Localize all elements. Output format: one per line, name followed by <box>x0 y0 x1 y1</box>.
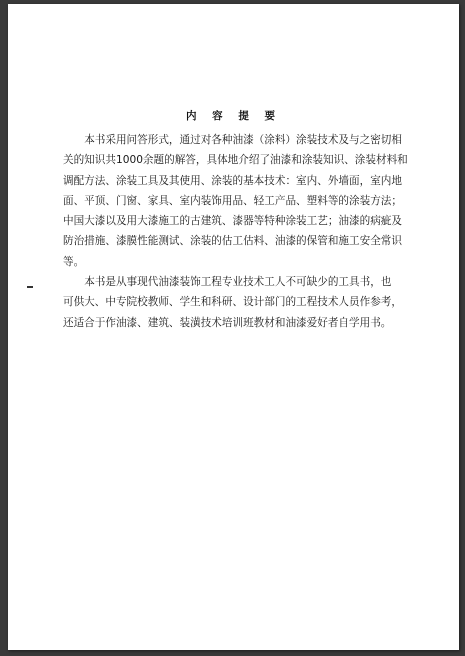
document-page <box>8 4 459 650</box>
page-title: 内 容 提 要 <box>186 110 281 122</box>
paragraph-2: 本书是从事现代油漆装饰工程专业技术工人不可缺少的工具书，也 可供大、中专院校教师、学生和科研、设计部门的工程技术人员作参考， 还适合于作油漆、建筑、装潢技术培训班教材和油漆爱好者自学用书。 <box>63 276 402 329</box>
summary-body <box>63 130 423 333</box>
margin-mark <box>27 286 33 288</box>
paragraph-1: 本书采用问答形式，通过对各种油漆（涂料）涂装技术及与之密切相 关的知识共1000余题的解答，具体地介绍了油漆和涂装知识、涂装材料和 调配方法、涂装工具及其使用、涂装的基本技术：室内、外墙面，室内地 面、平顶、门窗、家具、室内装饰用品、轻工产品、塑料等的涂装方法； 中国大漆以及用大漆施工的古建筑、漆器等特种涂装工艺；油漆的病疵及 防治措施、漆膜性能测试、涂装的估工估料、油漆的保管和施工安全常识 等。 <box>63 134 408 268</box>
